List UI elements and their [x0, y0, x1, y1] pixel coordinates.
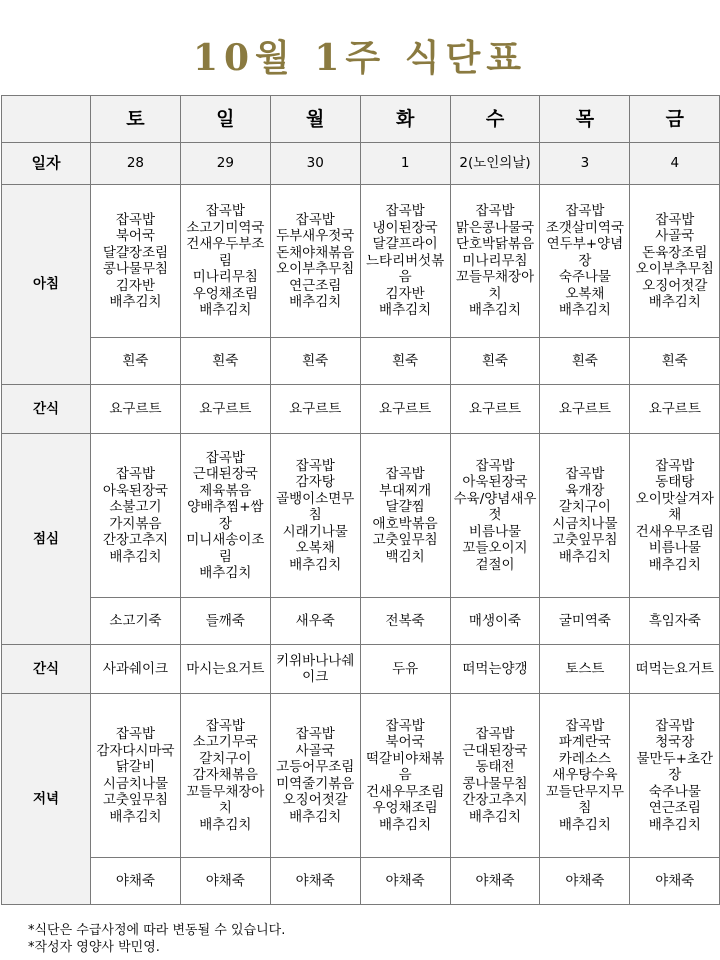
porridge-cell: 흰죽	[540, 338, 630, 385]
menu-cell	[180, 434, 270, 598]
row-label: 저녁	[2, 694, 91, 905]
snack-cell: 요구르트	[450, 385, 540, 434]
menu-text: 잡곡밥 조갯살미역국 연두부+양념장 숙주나물 오복채 배추김치	[545, 203, 625, 319]
porridge-cell: 흰죽	[270, 338, 360, 385]
footnote-supply: *식단은 수급사정에 따라 변동될 수 있습니다.	[28, 923, 286, 938]
menu-cell	[91, 185, 181, 338]
snack-cell: 요구르트	[540, 385, 630, 434]
day-header: 수	[450, 96, 540, 143]
menu-text: 잡곡밥 아욱된장국 수육/양념새우젓 비름나물 꼬들오이지 겉절이	[453, 457, 537, 573]
menu-cell	[270, 434, 360, 598]
porridge-cell: 야채죽	[540, 858, 630, 905]
menu-cell	[180, 694, 270, 858]
porridge-cell: 소고기죽	[91, 598, 181, 645]
menu-cell	[630, 185, 720, 338]
snack-cell: 요구르트	[360, 385, 450, 434]
menu-text: 잡곡밥 소고기무국 갈치구이 감자채볶음 꼬들무채장아치 배추김치	[186, 717, 265, 833]
breakfast-porridge-row	[2, 338, 720, 385]
day-header: 일	[180, 96, 270, 143]
date-cell: 4	[630, 143, 720, 185]
menu-cell	[630, 434, 720, 598]
porridge-cell: 새우죽	[270, 598, 360, 645]
porridge-cell: 흰죽	[91, 338, 181, 385]
porridge-cell: 흑임자죽	[630, 598, 720, 645]
menu-cell	[270, 185, 360, 338]
corner-cell	[2, 96, 91, 143]
menu-text: 잡곡밥 감자다시마국 닭갈비 시금치나물 고춧잎무침 배추김치	[96, 726, 175, 825]
snack-cell: 두유	[360, 645, 450, 694]
menu-cell	[450, 694, 540, 858]
row-label: 아침	[2, 185, 91, 385]
afternoon-snack-row	[2, 645, 720, 694]
porridge-cell: 야채죽	[630, 858, 720, 905]
day-header-row	[2, 96, 720, 143]
date-cell: 1	[360, 143, 450, 185]
menu-text: 잡곡밥 맑은콩나물국 단호박닭볶음 미나리무침 꼬들무채장아치 배추김치	[455, 203, 535, 319]
porridge-cell: 흰죽	[630, 338, 720, 385]
morning-snack-row	[2, 385, 720, 434]
footnotes	[28, 922, 285, 956]
menu-text: 잡곡밥 북어국 떡갈비야채볶음 건새우무조림 우엉채조림 배추김치	[365, 717, 445, 833]
menu-cell	[630, 694, 720, 858]
lunch-main-row	[2, 434, 720, 598]
porridge-cell: 흰죽	[360, 338, 450, 385]
menu-cell	[360, 434, 450, 598]
breakfast-main-row	[2, 185, 720, 338]
menu-cell	[360, 185, 450, 338]
date-cell: 28	[91, 143, 181, 185]
menu-text: 잡곡밥 사골국 돈육장조림 오이부추무침 오징어젓갈 배추김치	[635, 211, 714, 310]
menu-cell	[540, 185, 630, 338]
porridge-cell: 야채죽	[270, 858, 360, 905]
menu-text: 잡곡밥 냉이된장국 달걀프라이 느타리버섯볶음 김자반 배추김치	[365, 203, 445, 319]
menu-text: 잡곡밥 동태탕 오이맛살겨자채 건새우무조림 비름나물 배추김치	[635, 457, 714, 573]
page-title: 10월 1주 식단표	[192, 37, 528, 79]
date-cell: 30	[270, 143, 360, 185]
menu-text: 잡곡밥 파계란국 카레소스 새우탕수육 꼬들단무지무침 배추김치	[545, 717, 625, 833]
porridge-cell: 야채죽	[360, 858, 450, 905]
meal-plan-table	[1, 95, 720, 905]
menu-text: 잡곡밥 소고기미역국 건새우두부조림 미나리무침 우엉채조림 배추김치	[186, 203, 265, 319]
menu-text: 잡곡밥 북어국 달걀장조림 콩나물무침 김자반 배추김치	[102, 211, 169, 310]
menu-text: 잡곡밥 두부새우젓국 돈채야채볶음 오이부추무침 연근조림 배추김치	[276, 211, 355, 310]
menu-text: 잡곡밥 근대된장국 동태전 콩나물무침 간장고추지 배추김치	[462, 726, 528, 825]
date-row	[2, 143, 720, 185]
porridge-cell: 들깨죽	[180, 598, 270, 645]
snack-cell: 마시는요거트	[180, 645, 270, 694]
menu-cell	[540, 434, 630, 598]
menu-cell	[270, 694, 360, 858]
lunch-porridge-row	[2, 598, 720, 645]
snack-cell: 사과쉐이크	[91, 645, 181, 694]
menu-text: 잡곡밥 근대된장국 제육볶음 양배추찜+쌈장 미니새송이조림 배추김치	[186, 449, 265, 581]
row-label: 일자	[2, 143, 91, 185]
row-label: 점심	[2, 434, 91, 645]
snack-cell: 떠먹는요거트	[630, 645, 720, 694]
menu-text: 잡곡밥 부대찌개 달걀찜 애호박볶음 고춧잎무침 백김치	[372, 466, 438, 565]
snack-cell	[270, 645, 360, 694]
snack-text: 키위바나나쉐이크	[276, 652, 355, 685]
day-header: 목	[540, 96, 630, 143]
snack-cell: 요구르트	[270, 385, 360, 434]
porridge-cell: 전복죽	[360, 598, 450, 645]
snack-cell: 떠먹는양갱	[450, 645, 540, 694]
date-cell: 2(노인의날)	[450, 143, 540, 185]
porridge-cell: 매생이죽	[450, 598, 540, 645]
porridge-cell: 굴미역죽	[540, 598, 630, 645]
dinner-main-row	[2, 694, 720, 858]
date-cell: 3	[540, 143, 630, 185]
porridge-cell: 야채죽	[450, 858, 540, 905]
snack-cell: 요구르트	[91, 385, 181, 434]
porridge-cell: 흰죽	[180, 338, 270, 385]
porridge-cell: 야채죽	[91, 858, 181, 905]
menu-text: 잡곡밥 사골국 고등어무조림 미역줄기볶음 오징어젓갈 배추김치	[276, 726, 355, 825]
day-header: 월	[270, 96, 360, 143]
footnote-author: *작성자 영양사 박민영.	[28, 940, 160, 955]
menu-text: 잡곡밥 아욱된장국 소불고기 가지볶음 간장고추지 배추김치	[102, 466, 169, 565]
menu-cell	[91, 434, 181, 598]
menu-cell	[540, 694, 630, 858]
date-cell: 29	[180, 143, 270, 185]
snack-cell: 요구르트	[630, 385, 720, 434]
snack-cell: 요구르트	[180, 385, 270, 434]
row-label: 간식	[2, 645, 91, 694]
menu-cell	[450, 434, 540, 598]
day-header: 금	[630, 96, 720, 143]
dinner-porridge-row	[2, 858, 720, 905]
menu-text: 잡곡밥 감자탕 골뱅이소면무침 시래기나물 오복채 배추김치	[276, 457, 355, 573]
day-header: 화	[360, 96, 450, 143]
menu-cell	[180, 185, 270, 338]
porridge-cell: 흰죽	[450, 338, 540, 385]
menu-text: 잡곡밥 청국장 물만두+초간장 숙주나물 연근조림 배추김치	[636, 717, 714, 833]
menu-cell	[91, 694, 181, 858]
menu-cell	[450, 185, 540, 338]
day-header: 토	[91, 96, 181, 143]
porridge-cell: 야채죽	[180, 858, 270, 905]
menu-text: 잡곡밥 육개장 갈치구이 시금치나물 고춧잎무침 배추김치	[552, 466, 618, 565]
row-label: 간식	[2, 385, 91, 434]
menu-cell	[360, 694, 450, 858]
snack-cell: 토스트	[540, 645, 630, 694]
